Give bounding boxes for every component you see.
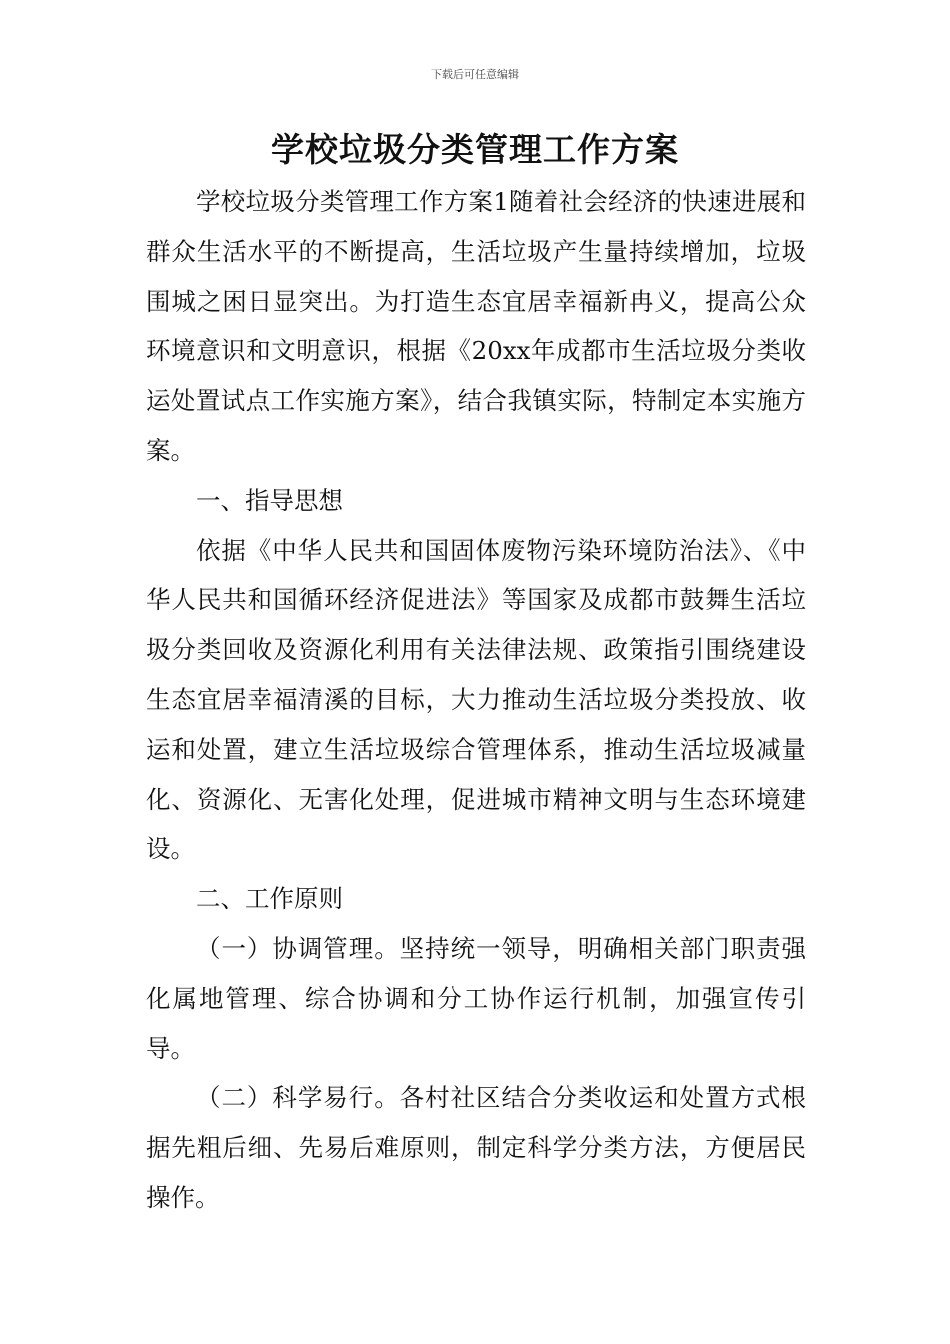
section-heading-guiding-ideology: 一、指导思想 xyxy=(196,485,343,515)
paragraph-guiding-ideology: 依据《中华人民共和国固体废物污染环境防治法》、《中华人民共和国循环经济促进法》等国家及成都市鼓舞生活垃圾分类回收及资源化利用有关法律法规、政策指引围绕建设生态宜居幸福清溪的目标，大力推动生活垃圾分类投放、收运和处置，建立生活垃圾综合管理体系，推动生活垃圾减量化、资源化、无害化处理，促进城市精神文明与生态环境建设。 xyxy=(146,535,806,864)
paragraph-principle-scientific: （二）科学易行。各村社区结合分类收运和处置方式根据先粗后细、先易后难原则，制定科学分类方法，方便居民操作。 xyxy=(146,1083,806,1212)
section-heading-work-principles: 二、工作原则 xyxy=(196,884,343,914)
paragraph-intro: 学校垃圾分类管理工作方案1随着社会经济的快速进展和群众生活水平的不断提高，生活垃圾产生量持续增加，垃圾围城之困日显突出。为打造生态宜居幸福新冉义，提高公众环境意识和文明意识，根据《20xx年成都市生活垃圾分类收运处置试点工作实施方案》，结合我镇实际，特制定本实施方案。 xyxy=(146,187,806,465)
page-header-note: 下载后可任意编辑 xyxy=(431,68,519,81)
document-body xyxy=(146,177,806,1223)
paragraph-principle-coordination: （一）协调管理。坚持统一领导，明确相关部门职责强化属地管理、综合协调和分工协作运行机制，加强宣传引导。 xyxy=(146,933,806,1063)
document-title: 学校垃圾分类管理工作方案 xyxy=(271,130,679,169)
